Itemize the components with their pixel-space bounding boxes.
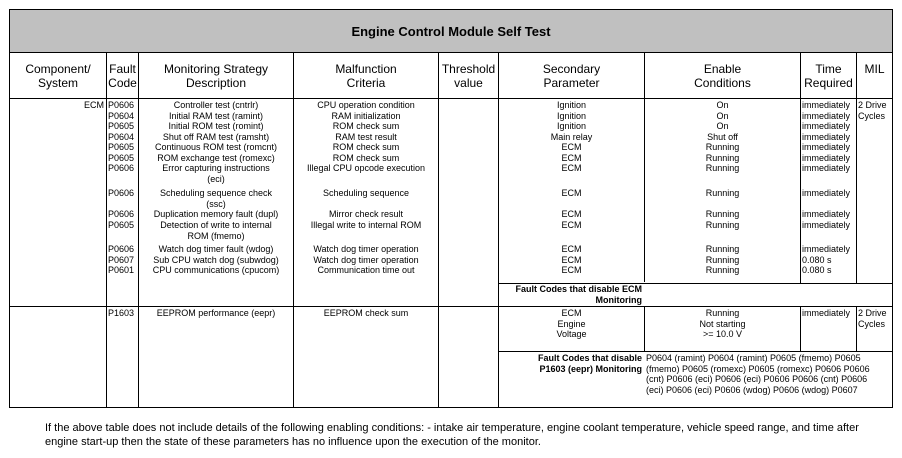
disable-p1603-label: Fault Codes that disable P1603 (eepr) Monitoring [537, 353, 642, 374]
col-divider [438, 53, 439, 408]
header-secondary: Secondary Parameter [542, 62, 601, 90]
row-code: P0606 [108, 244, 135, 254]
row-crit: Watch dog timer operation [313, 254, 419, 265]
row-sec: Main relay [550, 131, 593, 142]
row-time: immediately [802, 110, 851, 121]
p1603-secondary: ECM Engine Voltage [556, 308, 587, 339]
row-enable: On [716, 110, 729, 121]
p1603-code: P1603 [108, 308, 135, 318]
row-sec: Ignition [556, 100, 587, 110]
header-separator [10, 98, 892, 99]
row-code: P0605 [108, 220, 135, 230]
row-enable: Running [705, 254, 740, 265]
row-desc [139, 142, 293, 153]
disable-ecm-label: Fault Codes that disable ECM Monitoring [515, 284, 642, 305]
row-sec: ECM [561, 142, 582, 152]
row-desc [139, 111, 293, 122]
row-time: immediately [802, 220, 851, 230]
row-crit: CPU operation condition [317, 100, 415, 110]
table-title: Engine Control Module Self Test [10, 10, 892, 53]
row-enable: On [716, 121, 729, 131]
row-code: P0607 [108, 254, 135, 265]
component-ecm: ECM [84, 100, 104, 110]
row-desc [139, 121, 293, 132]
row-crit: RAM initialization [331, 110, 401, 121]
row-desc [139, 244, 293, 255]
row-crit: Communication time out [317, 265, 415, 275]
header-threshold: Threshold value [441, 62, 496, 90]
row-code: P0601 [108, 265, 135, 275]
row-sec: ECM [561, 209, 582, 219]
row-code: P0605 [108, 121, 135, 131]
row-enable: Running [705, 163, 740, 173]
row-sec: ECM [561, 188, 582, 198]
row-crit: Watch dog timer operation [313, 244, 419, 254]
row-desc-line: Continuous ROM test (romcnt) [154, 142, 278, 152]
row-crit: ROM check sum [332, 142, 400, 152]
row-desc-line: Controller test (cntrlr) [173, 100, 259, 110]
row-desc [139, 188, 293, 209]
row-desc-line: Detection of write to internal [160, 220, 272, 230]
row-enable: Running [705, 152, 740, 163]
mil-value: 2 Drive Cycles [858, 100, 887, 121]
row-code: P0604 [108, 131, 135, 142]
ecm-self-test-table [9, 9, 893, 408]
row-code: P0606 [108, 163, 135, 173]
row-desc-line: (eci) [207, 173, 225, 184]
row-crit: Mirror check result [328, 209, 403, 219]
row-enable: Running [705, 142, 740, 152]
header-component: Component/ System [25, 62, 91, 90]
header-fault-code: Fault Code [108, 62, 137, 90]
row-time: immediately [802, 100, 851, 110]
row-code: P0605 [108, 152, 135, 163]
row-crit: RAM test result [335, 131, 397, 142]
row-time: 0.080 s [802, 254, 832, 265]
row-enable: Running [705, 220, 740, 230]
row-crit: ROM check sum [332, 152, 400, 163]
p1603-mil: 2 Drive Cycles [858, 308, 887, 329]
row-desc-line: CPU communications (cpucom) [152, 265, 280, 275]
row-crit: Illegal write to internal ROM [310, 220, 422, 230]
row-desc [139, 209, 293, 220]
col-divider [106, 53, 107, 408]
row-time: immediately [802, 131, 851, 142]
row-sec: ECM [561, 220, 582, 230]
row-time: immediately [802, 188, 851, 198]
row-enable: Running [705, 188, 740, 198]
row-desc [139, 132, 293, 143]
row-desc [139, 153, 293, 164]
row-desc-line: Initial ROM test (romint) [168, 121, 264, 131]
row-enable: Running [705, 265, 740, 275]
row-time: immediately [802, 142, 851, 152]
p1603-time: immediately [802, 308, 851, 318]
row-code: P0606 [108, 188, 135, 198]
row-sec: ECM [561, 152, 582, 163]
p1603-description: EEPROM performance (eepr) [156, 308, 276, 318]
row-desc-line: Duplication memory fault (dupl) [153, 209, 279, 219]
row-enable: On [716, 100, 729, 110]
row-desc-line: Sub CPU watch dog (subwdog) [153, 254, 279, 265]
row-crit: Scheduling sequence [322, 188, 410, 198]
row-sec: ECM [561, 244, 582, 254]
header-strategy: Monitoring Strategy Description [163, 62, 269, 90]
row-code: P0605 [108, 142, 135, 152]
p1603-enable: Running Not starting >= 10.0 V [699, 308, 746, 339]
row-desc-line: Scheduling sequence check [159, 188, 273, 198]
row-separator [10, 306, 892, 307]
row-separator [498, 351, 892, 352]
row-desc-line: Shut off RAM test (ramsht) [162, 131, 270, 142]
col-divider [856, 307, 857, 352]
row-desc-line: (ssc) [206, 198, 226, 209]
row-desc [139, 265, 293, 276]
row-desc-line: ROM exchange test (romexc) [157, 152, 275, 163]
row-crit: Illegal CPU opcode execution [306, 163, 426, 173]
p1603-criteria: EEPROM check sum [323, 308, 409, 318]
row-time: 0.080 s [802, 265, 832, 275]
row-desc-line: Initial RAM test (ramint) [168, 110, 264, 121]
header-malfunction: Malfunction Criteria [335, 62, 397, 90]
row-desc-line: ROM (fmemo) [187, 230, 245, 241]
footnote: If the above table does not include details of the following enabling conditions: - intake air temperature, engine coolant temperature, vehicle speed range, and time after engine start-up then the state of these parameters has no influence upon the execution of the monitor. [45, 422, 859, 448]
col-divider [856, 53, 857, 283]
row-desc-line: Error capturing instructions [162, 163, 270, 173]
row-desc [139, 100, 293, 111]
row-desc [139, 255, 293, 266]
row-enable: Shut off [707, 131, 738, 142]
row-time: immediately [802, 209, 851, 219]
row-code: P0606 [108, 209, 135, 219]
row-enable: Running [705, 244, 740, 254]
row-code: P0604 [108, 110, 135, 121]
row-enable: Running [705, 209, 740, 219]
row-code: P0606 [108, 100, 135, 110]
row-time: immediately [802, 163, 851, 173]
row-crit: ROM check sum [332, 121, 400, 131]
disable-p1603-codes: P0604 (ramint) P0604 (ramint) P0605 (fmemo) P0605 (fmemo) P0605 (romexc) P0605 (romexc) P0606 P0606 (cnt) P0606 (eci) P0606 (eci) P0606 P0606 (cnt) P0606 (eci) P0606 (eci) P0606 (wdog) P0606 (wdog) P0607 [646, 353, 870, 395]
col-divider [800, 307, 801, 352]
row-desc [139, 163, 293, 184]
row-sec: ECM [561, 163, 582, 173]
header-enable: Enable Conditions [694, 62, 751, 90]
row-sec: Ignition [556, 121, 587, 131]
row-time: immediately [802, 121, 851, 131]
row-desc [139, 220, 293, 241]
header-mil: MIL [864, 62, 885, 76]
row-desc-line: Watch dog timer fault (wdog) [158, 244, 274, 254]
row-time: immediately [802, 244, 851, 254]
row-sec: ECM [561, 265, 582, 275]
header-time: Time Required [804, 62, 853, 90]
row-sec: Ignition [556, 110, 587, 121]
row-time: immediately [802, 152, 851, 163]
row-sec: ECM [561, 254, 582, 265]
